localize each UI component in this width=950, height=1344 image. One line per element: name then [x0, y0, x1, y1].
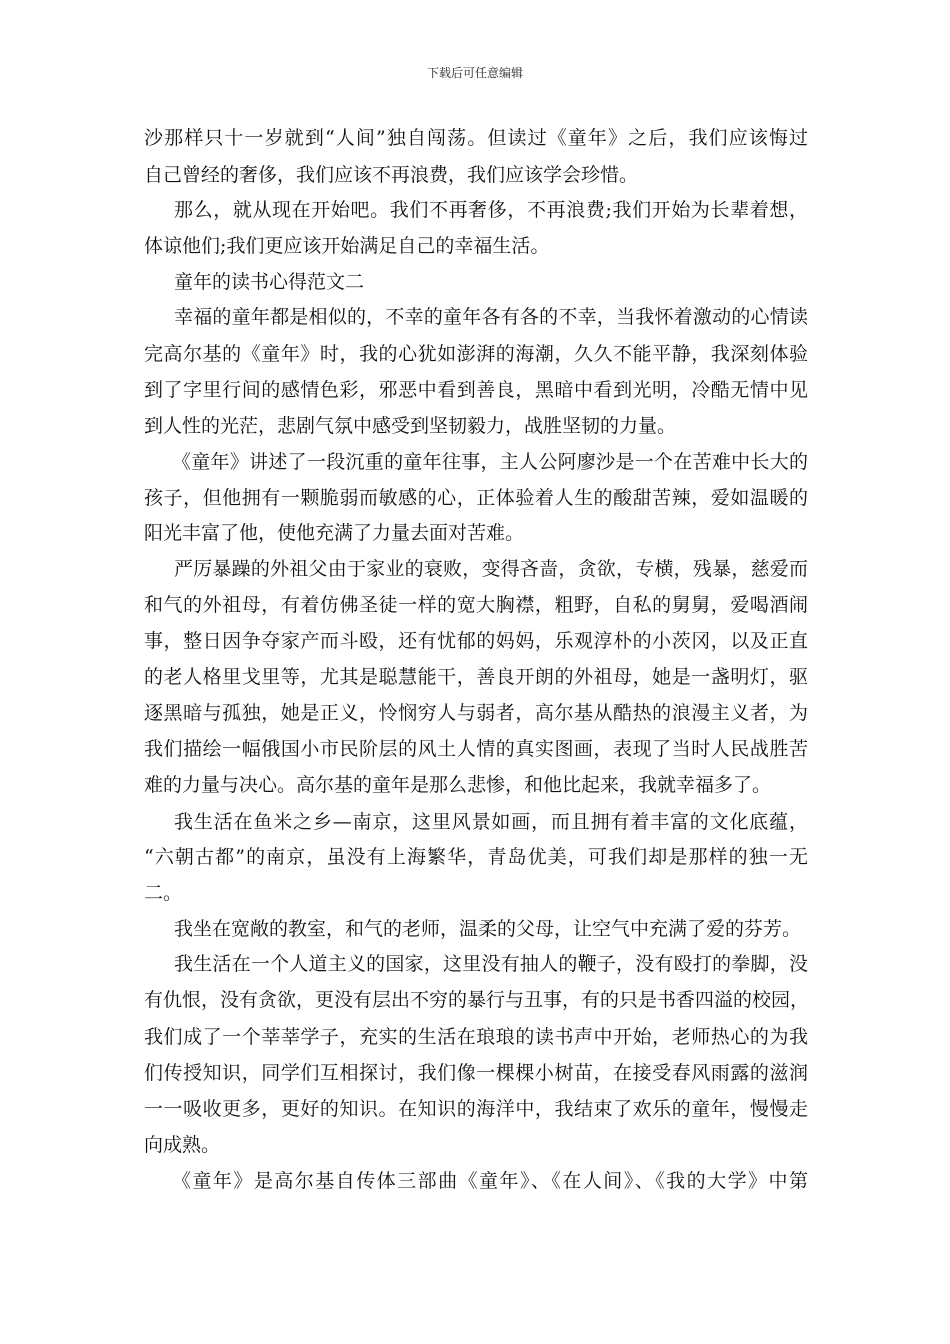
text-line: 的老人格里戈里等，尤其是聪慧能干，善良开朗的外祖母，她是一盏明灯，驱: [144, 666, 808, 688]
text-line: 沙那样只十一岁就到“人间”独自闯荡。但读过《童年》之后，我们应该悔过: [144, 127, 808, 149]
text-line: 们传授知识，同学们互相探讨，我们像一棵棵小树苗，在接受春风雨露的滋润: [144, 1062, 808, 1084]
text-line: 一一吸收更多，更好的知识。在知识的海洋中，我结束了欢乐的童年，慢慢走: [144, 1098, 808, 1120]
text-line: 孩子，但他拥有一颗脆弱而敏感的心，正体验着人生的酸甜苦辣，爱如温暖的: [144, 487, 808, 509]
text-line: 我们描绘一幅俄国小市民阶层的风土人情的真实图画，表现了当时人民战胜苦: [144, 738, 808, 760]
text-line: 阳光丰富了他，使他充满了力量去面对苦难。: [144, 522, 525, 544]
text-line: “六朝古都”的南京，虽没有上海繁华，青岛优美，可我们却是那样的独一无: [144, 846, 808, 868]
text-line: 和气的外祖母，有着仿佛圣徒一样的宽大胸襟，粗野，自私的舅舅，爱喝酒闹: [144, 594, 808, 616]
text-line: 严厉暴躁的外祖父由于家业的衰败，变得吝啬，贪欲，专横，残暴，慈爱而: [174, 558, 808, 580]
page-header: 下载后可任意编辑: [426, 66, 523, 80]
text-line: 《童年》是高尔基自传体三部曲《童年》、《在人间》、《我的大学》中第: [172, 1170, 808, 1192]
text-line: 有仇恨，没有贪欲，更没有层出不穷的暴行与丑事，有的只是书香四溢的校园，: [144, 989, 810, 1011]
text-line: 幸福的童年都是相似的，不幸的童年各有各的不幸，当我怀着激动的心情读: [174, 306, 808, 328]
text-line: 事，整日因争夺家产而斗殴，还有忧郁的妈妈，乐观淳朴的小茨冈，以及正直: [144, 630, 808, 652]
section-heading: 童年的读书心得范文二: [174, 271, 365, 293]
text-line: 体谅他们;我们更应该开始满足自己的幸福生活。: [144, 235, 550, 257]
text-line: 我们成了一个莘莘学子，充实的生活在琅琅的读书声中开始，老师热心的为我: [144, 1026, 808, 1048]
text-line: 我生活在一个人道主义的国家，这里没有抽人的鞭子，没有殴打的拳脚，没: [174, 953, 808, 975]
text-line: 《童年》讲述了一段沉重的童年往事，主人公阿廖沙是一个在苦难中长大的: [172, 451, 808, 473]
text-line: 难的力量与决心。高尔基的童年是那么悲惨，和他比起来，我就幸福多了。: [144, 774, 772, 796]
text-line: 我坐在宽敞的教室，和气的老师，温柔的父母，让空气中充满了爱的芬芳。: [174, 918, 802, 940]
text-line: 向成熟。: [144, 1134, 221, 1156]
text-line: 自己曾经的奢侈，我们应该不再浪费，我们应该学会珍惜。: [144, 164, 639, 186]
text-line: 逐黑暗与孤独，她是正义，怜悯穷人与弱者，高尔基从酷热的浪漫主义者，为: [144, 702, 808, 724]
text-line: 我生活在鱼米之乡—南京，这里风景如画，而且拥有着丰富的文化底蕴，: [174, 811, 808, 833]
text-line: 到人性的光茫，悲剧气氛中感受到坚韧毅力，战胜坚韧的力量。: [144, 415, 677, 437]
text-line: 那么，就从现在开始吧。我们不再奢侈，不再浪费;我们开始为长辈着想，: [174, 199, 808, 221]
text-line: 二。: [144, 882, 183, 904]
text-line: 到了字里行间的感情色彩，邪恶中看到善良，黑暗中看到光明，冷酷无情中见: [144, 379, 808, 401]
text-line: 完高尔基的《童年》时，我的心犹如澎湃的海潮，久久不能平静，我深刻体验: [144, 343, 808, 365]
